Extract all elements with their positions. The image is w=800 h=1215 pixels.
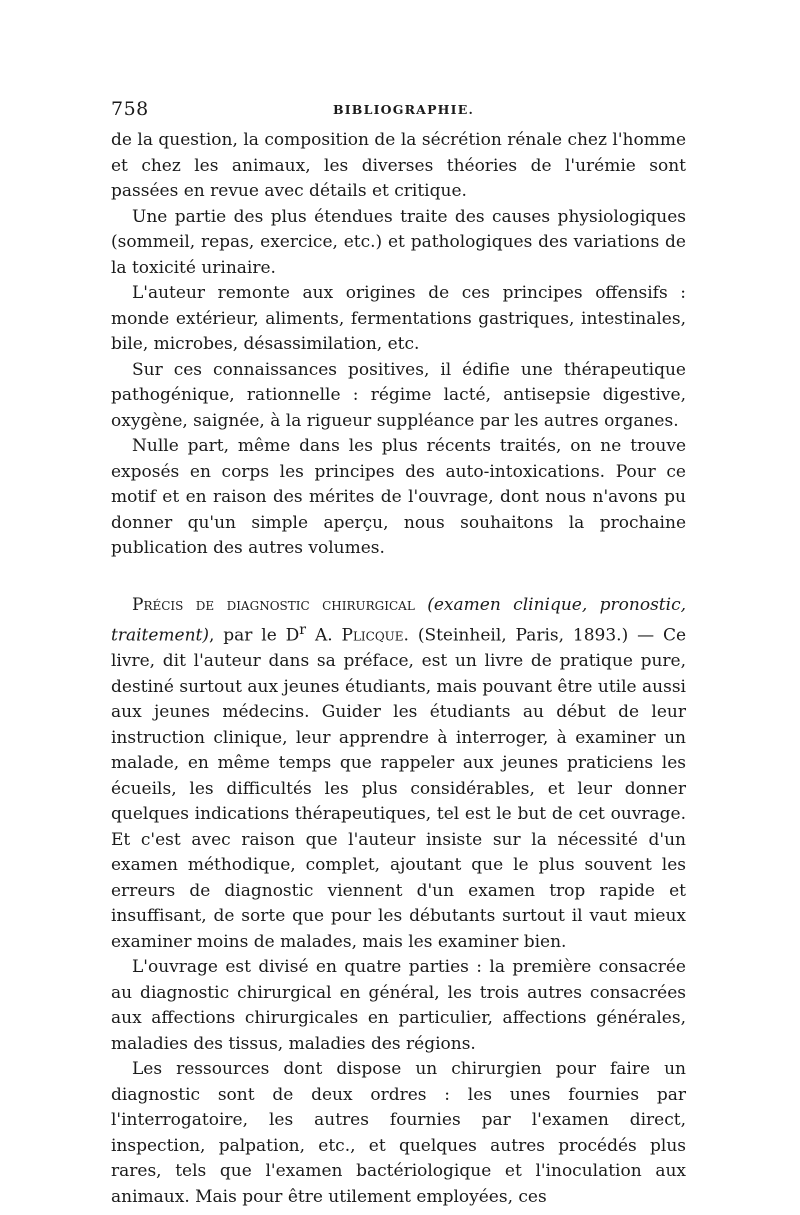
review-book-subtitle: (examen clinique, pronostic, traitement) bbox=[111, 594, 687, 646]
page bbox=[111, 98, 686, 1210]
review-entry bbox=[111, 593, 686, 956]
paragraph: Sur ces connaissances positives, il édifie une thérapeutique pathogénique, rationnelle : régime lacté, antisepsie digestive, oxygène, saignée, à la rigueur suppléance par les autres organes. bbox=[111, 359, 686, 431]
section-gap bbox=[111, 562, 686, 593]
review-book-title: Précis de diagnostic chirurgical bbox=[132, 594, 415, 615]
review-author: A. Plicque. bbox=[314, 625, 409, 646]
paragraph: L'auteur remonte aux origines de ces principes offensifs : monde extérieur, aliments, fermentations gastriques, intestinales, bile, microbes, désassimilation, etc. bbox=[111, 283, 686, 354]
paragraph: L'ouvrage est divisé en quatre parties : la première consacrée au diagnostic chirurgical en général, les trois autres consacrées aux affections chirurgicales en particulier, affections générales, maladies des tissus, maladies des régions. bbox=[111, 957, 686, 1054]
review-intro-text: Ce livre, dit l'auteur dans sa préface, est un livre de pratique pure, destiné surtout aux jeunes étudiants, mais pouvant être utile aussi aux jeunes médecins. Guider les étudiants au début de leur instruction clinique, leur apprendre à interroger, à examiner un malade, en même temps que rappeler aux jeunes praticiens les écueils, les difficultés les plus considérables, et leur donner quelques indications thérapeutiques, tel est le but de cet ouvrage. Et c'est avec raison que l'auteur insiste sur la nécessité d'un examen méthodique, complet, ajoutant que le plus souvent les erreurs de diagnostic viennent d'un examen trop rapide et insuffisant, de sorte que pour les débutants surtout il vaut mieux examiner moins de malades, mais les examiner bien. bbox=[111, 625, 687, 952]
running-head bbox=[111, 98, 686, 126]
review-publication: (Steinheil, Paris, 1893.) — bbox=[408, 625, 663, 646]
paragraph: Les ressources dont dispose un chirurgien pour faire un diagnostic sont de deux ordres : les unes fournies par l'interrogatoire, les autres fournies par l'examen direct, inspection, palpation, etc., et quelques autres procédés plus rares, tels que l'examen bactériologique et l'inoculation aux animaux. Mais pour être utilement employées, ces bbox=[111, 1059, 686, 1207]
body-text bbox=[111, 128, 686, 1210]
paragraph: de la question, la composition de la sécrétion rénale chez l'homme et chez les animaux, les diverses théories de l'urémie sont passées en revue avec détails et critique. bbox=[111, 130, 686, 201]
paragraph: Une partie des plus étendues traite des causes physiologiques (sommeil, repas, exercice, etc.) et pathologiques des variations de la toxicité urinaire. bbox=[111, 206, 686, 278]
review-by: , par le D bbox=[209, 625, 300, 646]
review-dr-superscript: r bbox=[299, 622, 307, 638]
paragraph: Nulle part, même dans les plus récents traités, on ne trouve exposés en corps les principes des auto-intoxications. Pour ce motif et en raison des mérites de l'ouvrage, dont nous n'avons pu donner qu'un simple aperçu, nous souhaitons la prochaine publication des autres volumes. bbox=[111, 436, 686, 558]
running-title: BIBLIOGRAPHIE. bbox=[333, 102, 475, 117]
page-number: 758 bbox=[111, 98, 149, 120]
